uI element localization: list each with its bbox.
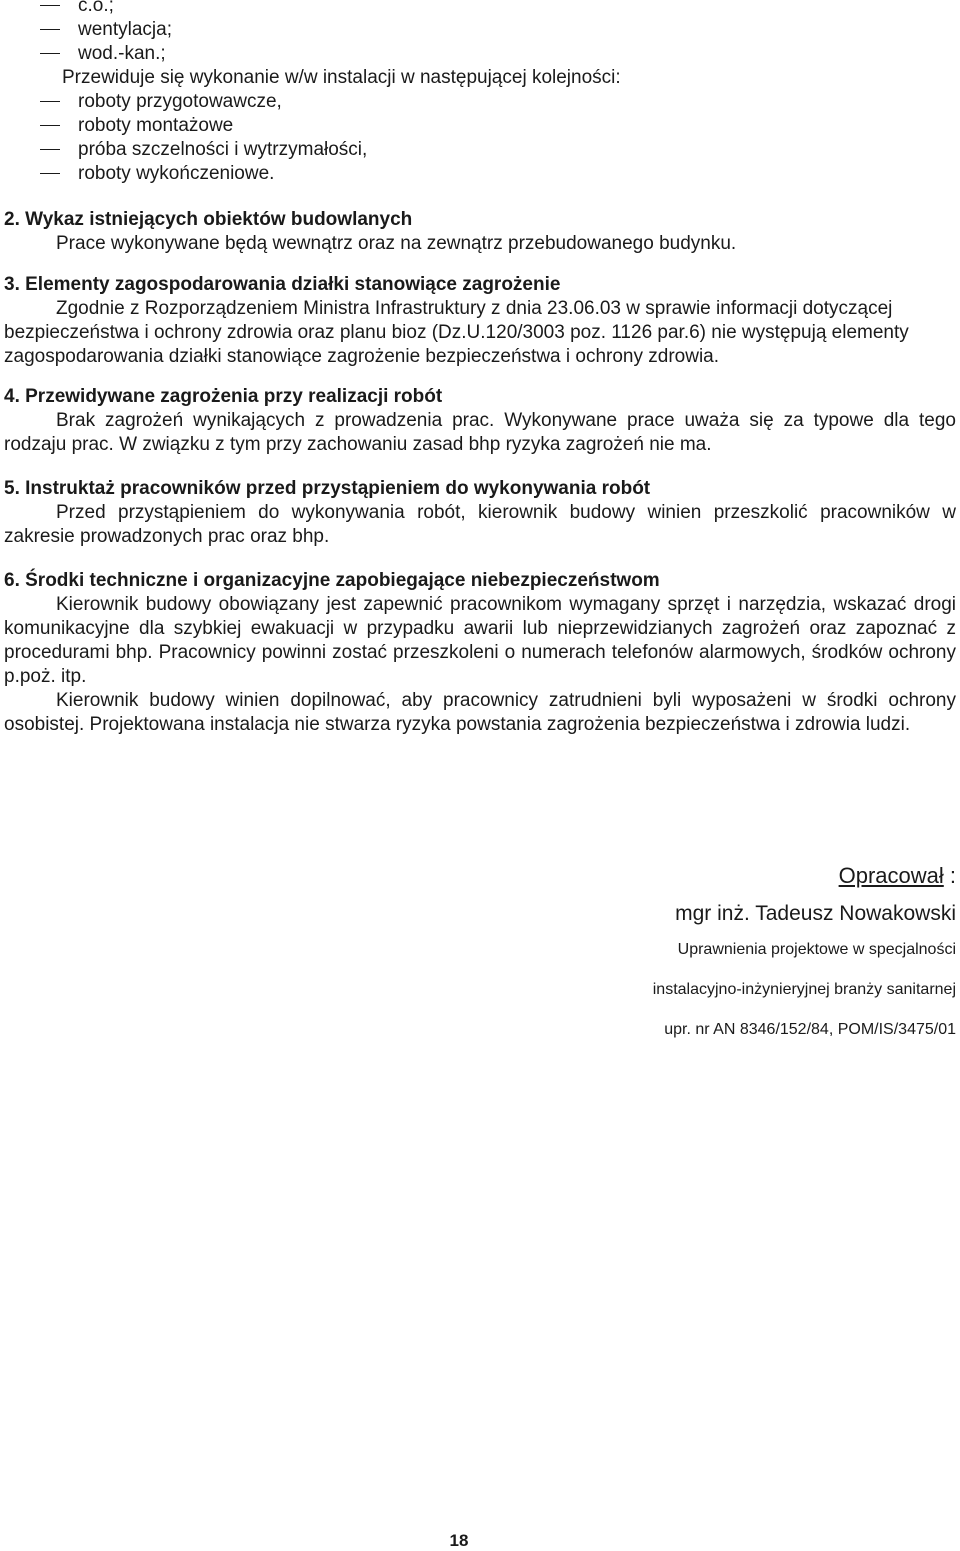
list-item: roboty montażowe	[4, 114, 956, 138]
signature-title-line	[653, 862, 956, 890]
section-body: Kierownik budowy obowiązany jest zapewnić pracownikom wymagany sprzęt i narzędzia, wskazać drogi komunikacyjne dla szybkiej ewakuacji w przypadku awarii lub nieprzewidzianych zagrożeń oraz zapoznać z procedurami bhp. Pracownicy powinni zostać przeszkoleni o numerach telefonów alarmowych, środków ochrony p.poż. itp.	[4, 594, 956, 687]
list-item: próba szczelności i wytrzymałości,	[4, 138, 956, 162]
section-body-second: Kierownik budowy winien dopilnować, aby pracownicy zatrudnieni byli wyposażeni w środki ochrony osobistej. Projektowana instalacja nie stwarza ryzyka powstania zagrożenia bezpieczeństwa i zdrowia ludzi.	[4, 690, 956, 735]
license-line-1: Uprawnienia projektowe w specjalności	[677, 941, 956, 958]
list-item: wentylacja;	[4, 18, 956, 42]
section-safety-measures	[4, 569, 956, 737]
list-item: roboty przygotowawcze,	[4, 90, 956, 114]
section-body: Przed przystąpieniem do wykonywania robót, kierownik budowy winien przeszkolić pracowników w zakresie prowadzonych prac oraz bhp.	[4, 502, 956, 547]
section-body: Zgodnie z Rozporządzeniem Ministra Infrastruktury z dnia 23.06.03 w sprawie informacji dotyczącej bezpieczeństwa i ochrony zdrowia oraz planu bioz (Dz.U.120/3003 poz. 1126 par.6) nie występują elementy zagospodarowania działki stanowiące zagrożenie bezpieczeństwa i ochrony zdrowia.	[4, 298, 909, 367]
section-heading: 2. Wykaz istniejących obiektów budowlanych	[4, 209, 413, 230]
page-content	[4, 0, 956, 737]
page-number: 18	[449, 1531, 469, 1550]
order-intro: Przewiduje się wykonanie w/w instalacji w następującej kolejności:	[62, 67, 621, 88]
section-heading: 3. Elementy zagospodarowania działki stanowiące zagrożenie	[4, 274, 561, 295]
installation-list	[4, 0, 956, 66]
author-name: mgr inż. Tadeusz Nowakowski	[675, 902, 956, 925]
signature-block	[653, 862, 956, 1040]
section-heading: 4. Przewidywane zagrożenia przy realizacji robót	[4, 386, 443, 407]
section-body: Brak zagrożeń wynikających z prowadzenia prac. Wykonywane prace uważa się za typowe dla tego rodzaju prac. W związku z tym przy zachowaniu zasad bhp ryzyka zagrożeń nie ma.	[4, 410, 956, 455]
list-item: wod.-kan.;	[4, 42, 956, 66]
license-line-3: upr. nr AN 8346/152/84, POM/IS/3475/01	[664, 1021, 956, 1038]
section-hazard-elements	[4, 273, 956, 369]
order-list	[4, 90, 956, 186]
list-item: roboty wykończeniowe.	[4, 162, 956, 186]
section-body: Prace wykonywane będą wewnątrz oraz na zewnątrz przebudowanego budynku.	[56, 233, 737, 254]
section-expected-hazards	[4, 385, 956, 457]
signature-title-colon: :	[943, 863, 956, 888]
section-heading: 5. Instruktaż pracowników przed przystąpieniem do wykonywania robót	[4, 478, 651, 499]
section-heading: 6. Środki techniczne i organizacyjne zapobiegające niebezpieczeństwom	[4, 570, 660, 591]
section-existing-objects	[4, 208, 956, 256]
signature-title: Opracował	[838, 863, 944, 888]
license-line-2: instalacyjno-inżynieryjnej branży sanitarnej	[652, 981, 956, 998]
section-worker-training	[4, 477, 956, 549]
list-item: c.o.;	[4, 0, 956, 18]
